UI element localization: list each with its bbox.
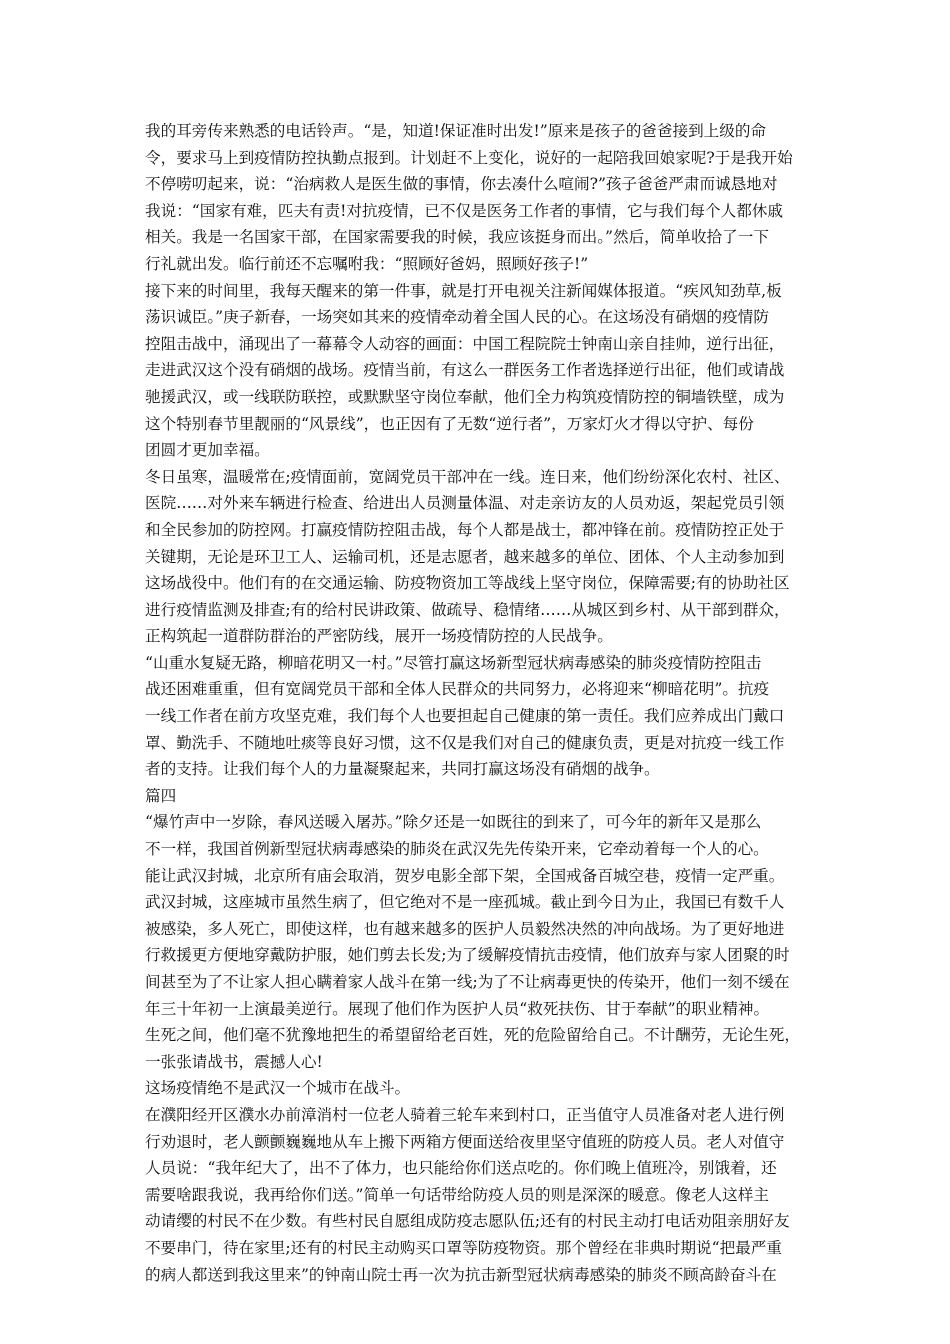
paragraph-not-alone: 这场疫情绝不是武汉一个城市在战斗。 bbox=[145, 1079, 411, 1098]
paragraph-new-year: “爆竹声中一岁除，春风送暖入屠苏。”除夕还是一如既往的到来了，可今年的新年又是那么 不一样，我国首例新型冠状病毒感染的肺炎在武汉先先传染开来，它牵动着每一个人的心。 bbox=[145, 813, 769, 859]
paragraph-news-reports: 接下来的时间里，我每天醒来的第一件事，就是打开电视关注新闻媒体报道。“疾风知劲草,板 荡识诚臣。”庚子新春，一场突如其来的疫情牵动着全国人民的心。在这场没有硝烟的疫情防 控阻击战中，涌现出了一幕幕令人动容的画面：中国工程院院士钟南山亲自挂帅，逆行出征， 走进武汉这个没有硝烟的战场。疫情当前，有这么一群医务工作者选择逆行出征，他们或请战 驰援武汉，或一线联防联控，或默默坚守岗位奉献，他们全力构筑疫情防控的铜墙铁壁，成为 这个特别春节里靓丽的“风景线”，也正因有了无数“逆行者”，万家灯火才得以守护、每份 团圆才更加幸福。 bbox=[145, 281, 785, 460]
paragraph-phone-call: 我的耳旁传来熟悉的电话铃声。“是，知道!保证准时出发!”原来是孩子的爸爸接到上级的命 令，要求马上到疫情防控执勤点报到。计划赶不上变化，说好的一起陪我回娘家呢?于是我开始 不停唠叨起来，说：“治病救人是医生做的事情，你去凑什么喧闹?”孩子爸爸严肃而诚恳地对 我说：“国家有难，匹夫有责!对抗疫情，已不仅是医务工作者的事情，它与我们每个人都休戚 相关。我是一名国家干部，在国家需要我的时候，我应该挺身而出。”然后，简单收拾了一下 行礼就出发。临行前还不忘嘱咐我：“照顾好爸妈，照顾好孩子!” bbox=[145, 122, 793, 273]
paragraph-medical-staff: 武汉封城，这座城市虽然生病了，但它绝对不是一座孤城。截止到今日为止，我国已有数千人 被感染，多人死亡，即使这样，也有越来越多的医护人员毅然决然的冲向战场。为了更好地进 行救援更方便地穿戴防护服，她们剪去长发;为了缓解疫情抗击疫情，他们放弃与家人团聚的时 间甚至为了不让家人担心瞒着家人战斗在第一线;为了不让病毒更快的传染开，他们一刻不缓在 年三十年初一上演最美逆行。展现了他们作为医护人员“救死扶伤、甘于奉献”的职业精神。 生死之间，他们毫不犹豫地把生的希望留给老百姓，死的危险留给自己。不计酬劳，无论生死， 一张张请战书，震撼人心! bbox=[145, 893, 800, 1071]
section-heading: 篇四 bbox=[145, 786, 177, 805]
document-page bbox=[145, 118, 807, 1288]
paragraph-villagers: 在濮阳经开区濮水办前漳消村一位老人骑着三轮车来到村口，正当值守人员准备对老人进行例 行劝退时，老人颤颤巍巍地从车上搬下两箱方便面送给夜里坚守值班的防疫人员。老人对值守 人员说：“我年纪大了，出不了体力，也只能给你们送点吃的。你们晚上值班冷，别饿着，还 需要啥跟我说，我再给你们送。”简单一句话带给防疫人员的则是深深的暖意。像老人这样主 动请缨的村民不在少数。有些村民自愿组成防疫志愿队伍;还有的村民主动打电话劝阻亲朋好友 不要串门，待在家里;还有的村民主动购买口罩等防疫物资。那个曾经在非典时期说“把最严重 的病人都送到我这里来”的钟南山院士再一次为抗击新型冠状病毒感染的肺炎不顾高龄奋斗在 bbox=[145, 1105, 790, 1284]
paragraph-party-members: 冬日虽寒，温暖常在;疫情面前，宽阔党员干部冲在一线。连日来，他们纷纷深化农村、社区、 医院……对外来车辆进行检查、给进出人员测量体温、对走亲访友的人员劝返，架起党员引领 和全民参加的防控网。打赢疫情防控阻击战，每个人都是战士，都冲锋在前。疫情防控正处于 关键期，无论是环卫工人、运输司机，还是志愿者，越来越多的单位、团体、个人主动参加到 这场战役中。他们有的在交通运输、防疫物资加工等战线上坚守岗位，保障需要;有的协助社区 进行疫情监测及排查;有的给村民讲政策、做疏导、稳情绪……从城区到乡村、从干部到群众， 正构筑起一道群防群治的严密防线，展开一场疫情防控的人民战争。 bbox=[145, 467, 790, 646]
paragraph-lockdown: 能让武汉封城，北京所有庙会取消，贺岁电影全部下架，全国戒备百城空巷，疫情一定严重。 bbox=[145, 866, 785, 885]
paragraph-hope: “山重水复疑无路，柳暗花明又一村。”尽管打赢这场新型冠状病毒感染的肺炎疫情防控阻击 战还困难重重，但有宽阔党员干部和全体人民群众的共同努力，必将迎来“柳暗花明”。抗疫 一线工作者在前方攻坚克难，我们每个人也要担起自己健康的第一责任。我们应养成出门戴口 罩、勤洗手、不随地吐痰等良好习惯，这不仅是我们对自己的健康负责，更是对抗疫一线工作 者的支持。让我们每个人的力量凝聚起来，共同打赢这场没有硝烟的战争。 bbox=[145, 653, 785, 779]
